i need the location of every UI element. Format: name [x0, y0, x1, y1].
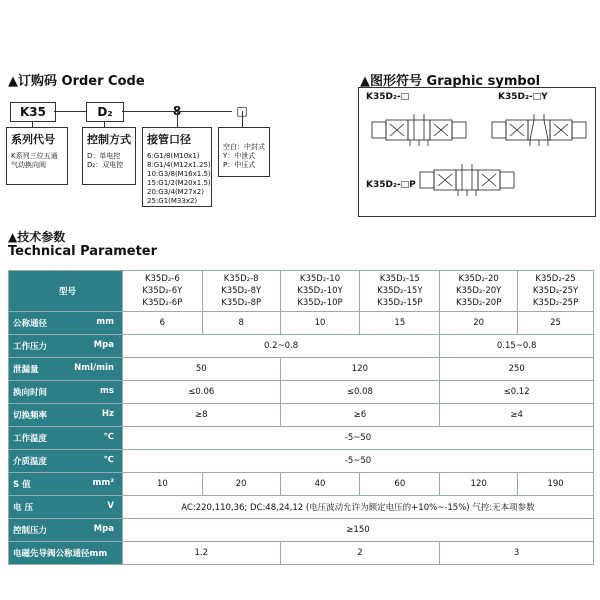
table-cell: 20 [202, 473, 280, 496]
desc-title: 控制方式 [87, 133, 131, 146]
connector-line [54, 111, 86, 112]
connector-line [242, 111, 243, 127]
desc-line: D₂：双电控 [87, 161, 124, 169]
row-label: 介质温度 [13, 457, 48, 467]
row-header [9, 312, 123, 335]
table-row [9, 519, 594, 542]
table-cell: ≥8 [122, 404, 280, 427]
desc-line: 10:G3/8(M16x1.5) [147, 170, 211, 178]
row-header [9, 542, 123, 565]
row-label: 控制压力 [13, 526, 48, 536]
row-header [9, 381, 123, 404]
desc-title: 系列代号 [11, 133, 55, 146]
model-name: K35D₂-8 [223, 274, 259, 284]
row-header [9, 404, 123, 427]
model-name: K35D₂-6Y [142, 286, 183, 296]
row-unit: mm [96, 317, 114, 327]
model-name: K35D₂-8Y [221, 286, 262, 296]
row-unit: V [107, 501, 114, 511]
table-row [9, 496, 594, 519]
code-box-control: D₂ [86, 102, 124, 122]
desc-port [142, 127, 212, 207]
valve-symbols-icon [360, 100, 594, 214]
row-unit: Mpa [93, 524, 114, 534]
row-label: 电磁先导阀公称通径mm [13, 549, 108, 559]
model-header-cell [518, 271, 594, 312]
order-code-title: ▲订购码 Order Code [8, 74, 145, 89]
table-cell: 15 [360, 312, 440, 335]
table-cell: 6 [122, 312, 202, 335]
table-cell: ≤0.08 [280, 381, 440, 404]
tech-parameter-table [8, 270, 594, 565]
header-model-label: 型号 [9, 271, 123, 312]
row-unit: ℃ [103, 455, 114, 465]
row-header [9, 519, 123, 542]
desc-title: 接管口径 [147, 133, 191, 146]
model-name: K35D₂-15P [377, 298, 423, 308]
model-name: K35D₂-8P [221, 298, 262, 308]
model-header-cell [122, 271, 202, 312]
table-row [9, 542, 594, 565]
desc-line: Y：中泄式 [223, 152, 256, 160]
row-label: 切换频率 [13, 411, 48, 421]
desc-line: 25:G1(M33x2) [147, 197, 198, 205]
model-name: K35D₂-10 [299, 274, 341, 284]
table-cell: 3 [440, 542, 594, 565]
desc-line: 空白：中封式 [223, 143, 265, 151]
row-unit: Nml/min [74, 363, 114, 373]
table-row [9, 312, 594, 335]
row-label: 公称通径 [13, 319, 48, 329]
model-header-cell [280, 271, 360, 312]
model-name: K35D₂-25Y [532, 286, 579, 296]
row-label: 工作压力 [13, 342, 48, 352]
model-header-cell [202, 271, 280, 312]
table-cell: 120 [280, 358, 440, 381]
table-cell: ≥4 [440, 404, 594, 427]
code-box-type: □ [232, 102, 252, 120]
table-cell: 40 [280, 473, 360, 496]
row-unit: ms [100, 386, 114, 396]
row-label: S 值 [13, 480, 31, 490]
connector-line [177, 111, 178, 127]
table-cell: 8 [202, 312, 280, 335]
table-cell: -5~50 [122, 450, 593, 473]
table-cell: 25 [518, 312, 594, 335]
table-row [9, 358, 594, 381]
table-cell: 0.2~0.8 [122, 335, 439, 358]
table-cell: -5~50 [122, 427, 593, 450]
row-unit: mm² [92, 478, 114, 488]
desc-line: K系列三位五通 [11, 152, 58, 160]
row-label: 电 压 [13, 503, 33, 513]
desc-line: 15:G1/2(M20x1.5) [147, 179, 211, 187]
table-cell: ≤0.12 [440, 381, 594, 404]
table-cell: AC:220,110,36; DC:48,24,12 (电压波动允许为额定电压的+10%~-15%) 气控:无本项参数 [122, 496, 593, 519]
table-row [9, 335, 594, 358]
table-cell: 120 [440, 473, 518, 496]
table-cell: 10 [280, 312, 360, 335]
desc-line: P：中压式 [223, 161, 256, 169]
symbol-label-center-exhaust: K35D₂-□Y [498, 92, 548, 102]
model-name: K35D₂-15Y [377, 286, 423, 296]
row-unit: ℃ [103, 432, 114, 442]
model-name: K35D₂-25 [535, 274, 576, 284]
row-label: 泄漏量 [13, 365, 39, 375]
model-header-cell [360, 271, 440, 312]
symbol-label-center-pressure: K35D₂-□P [366, 180, 416, 190]
desc-control [82, 127, 136, 185]
model-name: K35D₂-6 [144, 274, 180, 284]
row-unit: Mpa [93, 340, 114, 350]
row-header [9, 427, 123, 450]
symbol-label-center-closed: K35D₂-□ [366, 92, 410, 102]
desc-line: D：单电控 [87, 152, 121, 160]
table-cell: ≥150 [122, 519, 593, 542]
model-name: K35D₂-6P [142, 298, 183, 308]
table-row [9, 473, 594, 496]
table-cell: 250 [440, 358, 594, 381]
table-row [9, 404, 594, 427]
model-name: K35D₂-20Y [455, 286, 502, 296]
table-cell: 0.15~0.8 [440, 335, 594, 358]
table-cell: 2 [280, 542, 440, 565]
model-name: K35D₂-25P [532, 298, 579, 308]
row-label: 工作温度 [13, 434, 48, 444]
desc-line: 8:G1/4(M12x1.25) [147, 161, 211, 169]
desc-line: 气动换向阀 [11, 161, 46, 169]
tech-title-cn: ▲技术参数 [8, 230, 66, 244]
row-header [9, 473, 123, 496]
graphic-symbol-title: ▲图形符号 Graphic symbol [360, 74, 541, 89]
table-row [9, 381, 594, 404]
model-name: K35D₂-15 [379, 274, 420, 284]
model-name: K35D₂-20P [455, 298, 502, 308]
code-box-series: K35 [10, 102, 56, 122]
table-cell: 60 [360, 473, 440, 496]
row-label: 换向时间 [13, 388, 48, 398]
table-row [9, 427, 594, 450]
model-header-cell [440, 271, 518, 312]
table-cell: 20 [440, 312, 518, 335]
row-unit: Hz [101, 409, 114, 419]
model-name: K35D₂-10Y [297, 286, 343, 296]
table-cell: 1.2 [122, 542, 280, 565]
desc-series [6, 127, 68, 185]
desc-type [218, 127, 270, 177]
table-cell: 50 [122, 358, 280, 381]
row-header [9, 496, 123, 519]
table-cell: ≤0.06 [122, 381, 280, 404]
table-row [9, 450, 594, 473]
model-name: K35D₂-20 [458, 274, 499, 284]
model-name: K35D₂-10P [297, 298, 343, 308]
row-header [9, 450, 123, 473]
desc-line: 20:G3/4(M27x2) [147, 188, 204, 196]
code-box-port: 8 [150, 102, 204, 120]
row-header [9, 358, 123, 381]
row-header [9, 335, 123, 358]
table-cell: 190 [518, 473, 594, 496]
tech-title-en: Technical Parameter [8, 244, 158, 259]
table-cell: ≥6 [280, 404, 440, 427]
table-cell: 10 [122, 473, 202, 496]
desc-line: 6:G1/8(M10x1) [147, 152, 200, 160]
